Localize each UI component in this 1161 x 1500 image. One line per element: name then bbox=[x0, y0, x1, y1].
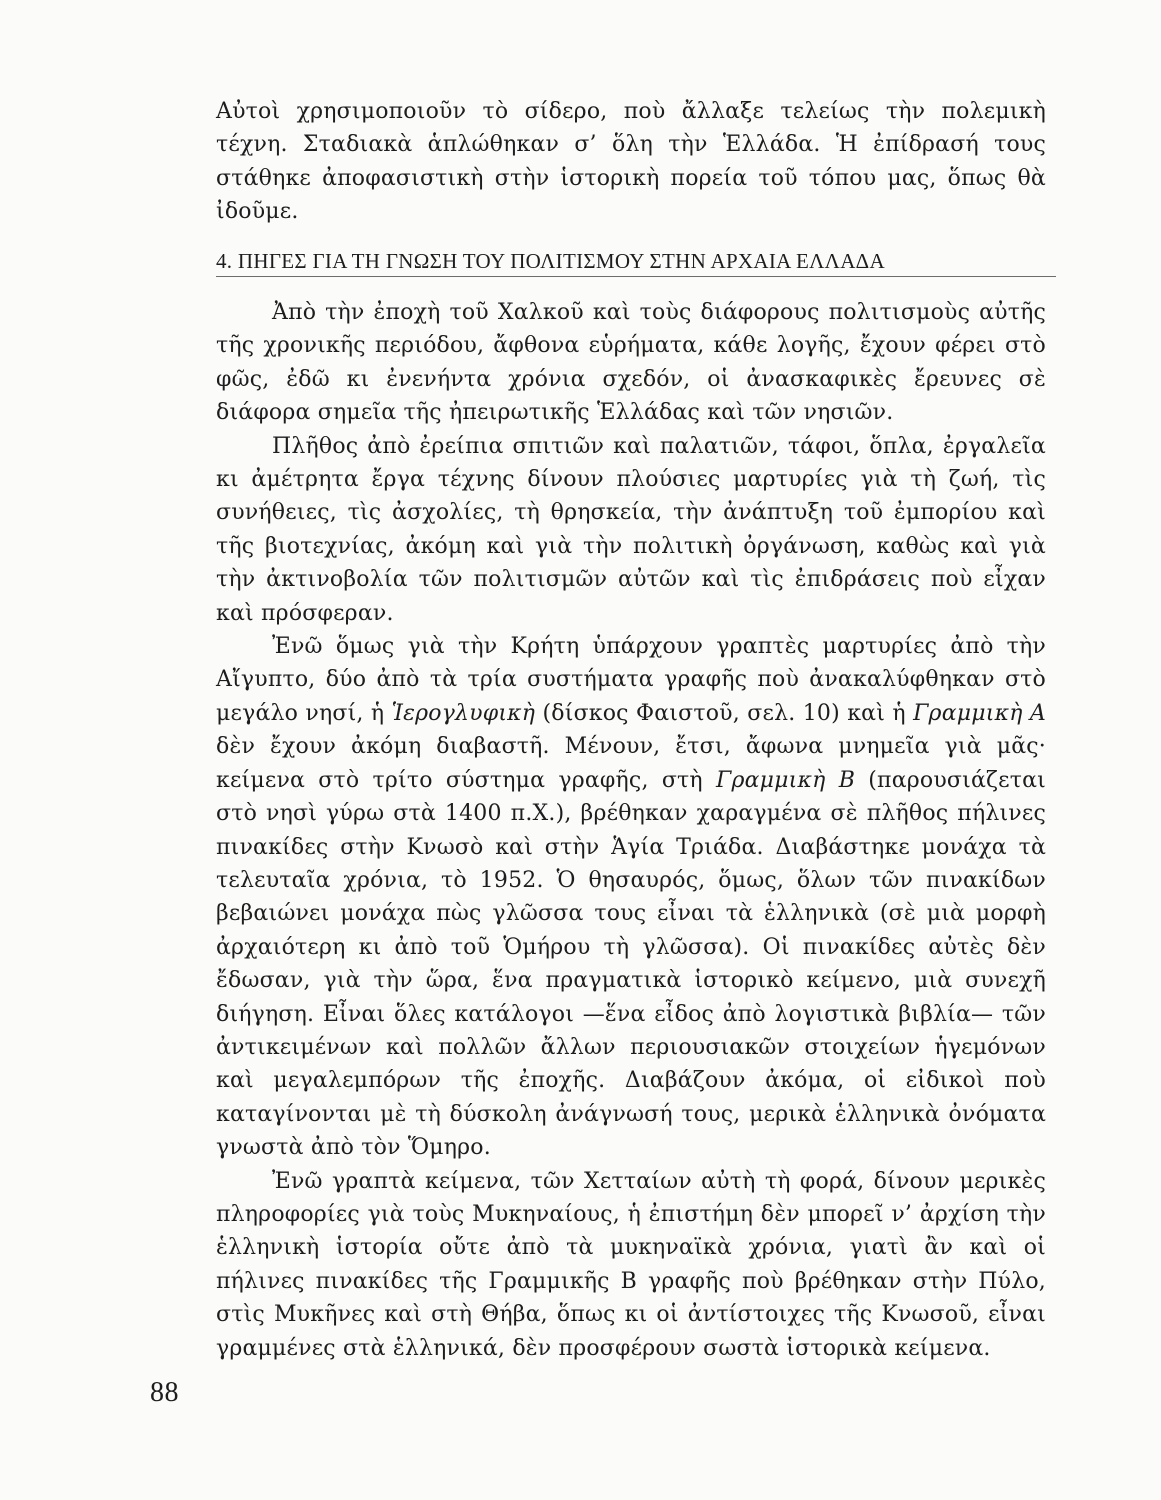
paragraph-3-part-4: (παρουσιάζεται στὸ νησὶ γύρω στὰ 1400 π.Χ.), βρέθηκαν χαραγμένα σὲ πλῆθος πήλινες πινακίδες στὴν Κνωσὸ καὶ στὴν Ἁγία Τριάδα. Διαβάστηκε μονάχα τὰ τελευταῖα χρόνια, τὸ 1952. Ὁ θησαυρός, ὅμως, ὅλων τῶν πινακίδων βεβαιώνει μονάχα πὼς γλῶσσα τους εἶναι τὰ ἑλληνικὰ (σὲ μιὰ μορφὴ ἀρχαιότερη κι ἀπὸ τοῦ Ὁμήρου τὴ γλῶσσα). Οἱ πινακίδες αὐτὲς δὲν ἔδωσαν, γιὰ τὴν ὥρα, ἕνα πραγματικὰ ἱστορικὸ κείμενο, μιὰ συνεχῆ διήγηση. Εἶναι ὅλες κατάλογοι —ἕνα εἶδος ἀπὸ λογιστικὰ βιβλία— τῶν ἀντικειμένων καὶ πολλῶν ἄλλων περιουσιακῶν στοιχείων ἡγεμόνων καὶ μεγαλεμπόρων τῆς ἐποχῆς. Διαβάζουν ἀκόμα, οἱ εἰδικοὶ ποὺ καταγίνονται μὲ τὴ δύσκολη ἀνάγνωσή τους, μερικὰ ἑλληνικὰ ὀνόματα γνωστὰ ἀπὸ τὸν Ὅμηρο. bbox=[216, 767, 1047, 1161]
paragraph-3 bbox=[216, 630, 1046, 1165]
intro-text bbox=[216, 95, 1046, 229]
intro-paragraph: Αὐτοὶ χρησιμοποιοῦν τὸ σίδερο, ποὺ ἄλλαξε τελείως τὴν πολεμικὴ τέχνη. Σταδιακὰ ἁπλώθηκαν σ’ ὅλη τὴν Ἑλλάδα. Ἡ ἐπίδρασή τους στάθηκε ἀποφασιστικὴ στὴν ἱστορικὴ πορεία τοῦ τόπου μας, ὅπως θὰ ἰδοῦμε. bbox=[216, 99, 1046, 225]
paragraph-3-part-2: (δίσκος Φαιστοῦ, σελ. 10) καὶ ἡ bbox=[535, 700, 914, 726]
paragraph-2: Πλῆθος ἀπὸ ἐρείπια σπιτιῶν καὶ παλατιῶν, τάφοι, ὅπλα, ἐργαλεῖα κι ἀμέτρητα ἔργα τέχνης δίνουν πλούσιες μαρτυρίες γιὰ τὴ ζωή, τὶς συνήθειες, τὶς ἀσχολίες, τὴ θρησκεία, τὴν ἀνάπτυξη τοῦ ἐμπορίου καὶ τῆς βιοτεχνίας, ἀκόμη καὶ γιὰ τὴν πολιτικὴ ὀργάνωση, καθὼς καὶ γιὰ τὴν ἀκτινοβολία τῶν πολιτισμῶν αὐτῶν καὶ τὶς ἐπιδράσεις ποὺ εἶχαν καὶ πρόσφεραν. bbox=[216, 433, 1046, 626]
paragraph-1: Ἀπὸ τὴν ἐποχὴ τοῦ Χαλκοῦ καὶ τοὺς διάφορους πολιτισμοὺς αὐτῆς τῆς χρονικῆς περιόδου, ἄφθονα εὑρήματα, κάθε λογῆς, ἔχουν φέρει στὸ φῶς, ἐδῶ κι ἐνενήντα χρόνια σχεδόν, οἱ ἀνασκαφικὲς ἔρευνες σὲ διάφορα σημεῖα τῆς ἠπειρωτικῆς Ἑλλάδας καὶ τῶν νησιῶν. bbox=[216, 300, 1046, 426]
paragraph-3-part-1: Ἐνῶ ὅμως γιὰ τὴν Κρήτη ὑπάρχουν γραπτὲς μαρτυρίες ἀπὸ τὴν Αἴγυπτο, δύο ἀπὸ τὰ τρία συστήματα γραφῆς ποὺ ἀνακαλύφθηκαν στὸ μεγάλο νησί, ἡ bbox=[216, 634, 1046, 726]
linear-b-term: Γραμμικὴ Β bbox=[716, 767, 856, 793]
paragraph-4: Ἐνῶ γραπτὰ κείμενα, τῶν Χετταίων αὐτὴ τὴ φορά, δίνουν μερικὲς πληροφορίες γιὰ τοὺς Μυκηναίους, ἡ ἐπιστήμη δὲν μπορεῖ ν’ ἀρχίση τὴν ἑλληνικὴ ἱστορία οὔτε ἀπὸ τὰ μυκηναϊκὰ χρόνια, γιατὶ ἂν καὶ οἱ πήλινες πινακίδες τῆς Γραμμικῆς Β γραφῆς ποὺ βρέθηκαν στὴν Πύλο, στὶς Μυκῆνες καὶ στὴ Θήβα, ὅπως κι οἱ ἀντίστοιχες τῆς Κνωσοῦ, εἶναι γραμμένες στὰ ἑλληνικά, δὲν προσφέρουν σωστὰ ἱστορικὰ κείμενα. bbox=[216, 1168, 1046, 1361]
linear-a-term: Γραμμικὴ Α bbox=[913, 700, 1046, 726]
section-heading: 4. ΠΗΓΕΣ ΓΙΑ ΤΗ ΓΝΩΣΗ ΤΟΥ ΠΟΛΙΤΙΣΜΟΥ ΣΤΗΝ ΑΡΧΑΙΑ ΕΛΛΑΔΑ bbox=[216, 248, 1056, 277]
hieroglyphic-term: Ἱερογλυφικὴ bbox=[391, 700, 536, 726]
paragraph-3-part-3: δὲν ἔχουν ἀκόμη διαβαστῆ. Μένουν, ἔτσι, ἄφωνα μνημεῖα γιὰ μᾶς· κείμενα στὸ τρίτο σύστημα γραφῆς, στὴ bbox=[216, 734, 1046, 793]
section-body bbox=[216, 296, 1046, 1365]
page-number: 88 bbox=[150, 1377, 179, 1408]
